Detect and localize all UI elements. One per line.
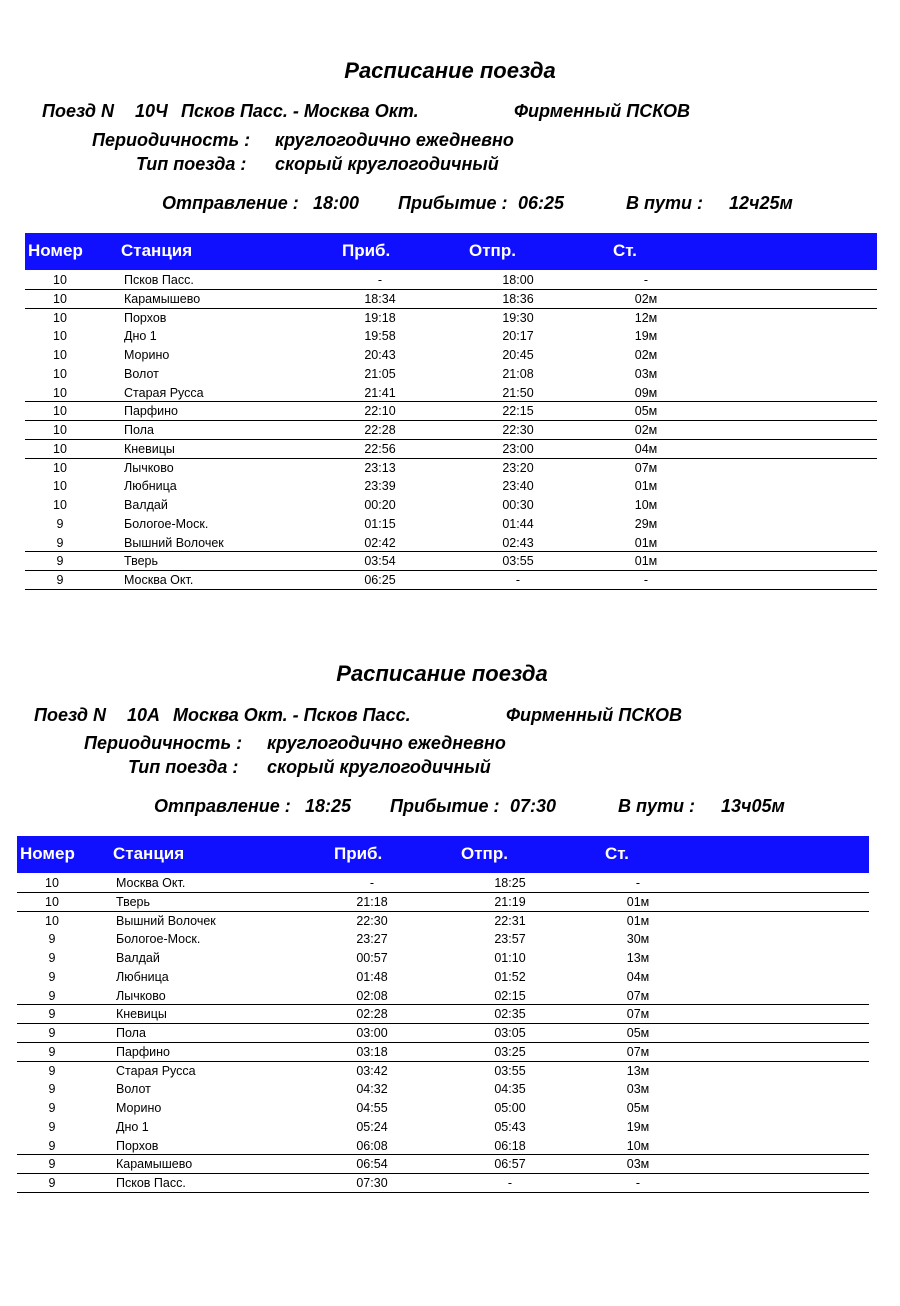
arrival-cell: 04:55 xyxy=(356,1101,388,1115)
departure-cell: 04:35 xyxy=(494,1082,526,1097)
departure-cell: 01:10 xyxy=(494,951,526,965)
station-cell: Вышний Волочек xyxy=(124,535,224,550)
train-number-cell: 9 xyxy=(48,1119,56,1134)
station-cell: Порхов xyxy=(124,310,167,325)
arrival-cell: 02:08 xyxy=(356,988,388,1003)
train-number-cell: 10 xyxy=(53,385,67,400)
stop-duration-cell: 05м xyxy=(626,1026,650,1040)
arrival-cell: 00:57 xyxy=(356,951,388,965)
stop-duration-cell: 05м xyxy=(634,404,658,419)
train-number-cell: 10 xyxy=(53,291,67,306)
arrival-cell: 03:54 xyxy=(364,554,396,569)
train-label: Поезд N xyxy=(42,101,115,121)
stop-duration-cell: - xyxy=(643,273,649,287)
departure-cell: 23:00 xyxy=(502,441,534,456)
arrival-cell: 06:54 xyxy=(356,1157,388,1172)
departure-cell: 21:19 xyxy=(494,894,526,909)
station-cell: Валдай xyxy=(124,498,168,512)
arrival-cell: 22:28 xyxy=(364,423,396,437)
train-number-cell: 10 xyxy=(45,913,59,928)
train-number-cell: 10 xyxy=(53,498,67,512)
stop-duration-cell: 07м xyxy=(626,1044,650,1059)
table-header xyxy=(25,233,877,270)
train-number-cell: 9 xyxy=(48,932,56,947)
arrival-cell: - xyxy=(369,876,375,890)
station-cell: Псков Пасс. xyxy=(124,273,194,287)
departure-cell: 21:08 xyxy=(502,366,534,381)
departure-cell: 02:35 xyxy=(494,1007,526,1022)
departure-cell: 02:15 xyxy=(494,988,526,1003)
arrival-cell: 01:15 xyxy=(364,516,396,531)
stop-duration-cell: - xyxy=(635,1176,641,1190)
stop-duration-cell: 01м xyxy=(626,913,650,928)
stop-duration-cell: 01м xyxy=(634,554,658,569)
train-number-cell: 9 xyxy=(48,969,56,984)
train-number-cell: 10 xyxy=(53,310,67,325)
train-number-cell: 9 xyxy=(48,1138,56,1153)
table-row xyxy=(25,346,877,365)
train-number: 10Ч xyxy=(135,101,168,121)
train-brand: Фирменный ПСКОВ xyxy=(514,101,691,121)
stop-duration-cell: 29м xyxy=(634,516,658,531)
arrival-cell: 19:58 xyxy=(364,329,396,344)
station-cell: Бологое-Моск. xyxy=(124,516,209,531)
train-type-label: Тип поезда : xyxy=(128,757,239,777)
arrival-label: Прибытие : xyxy=(398,193,508,213)
station-cell: Любница xyxy=(116,969,169,984)
departure-cell: 06:18 xyxy=(494,1138,526,1153)
col-departure: Отпр. xyxy=(461,844,508,863)
departure-value: 18:00 xyxy=(313,193,360,213)
table-row xyxy=(17,912,869,931)
arrival-value: 07:30 xyxy=(510,796,557,816)
table-row xyxy=(17,1099,869,1118)
stop-duration-cell: 19м xyxy=(634,329,658,344)
train-number-cell: 10 xyxy=(53,366,67,381)
table-row xyxy=(17,930,869,949)
station-cell: Старая Русса xyxy=(116,1063,196,1078)
station-cell: Лычково xyxy=(124,460,174,475)
arrival-value: 06:25 xyxy=(518,193,565,213)
train-type-label: Тип поезда : xyxy=(136,154,247,174)
train-number-cell: 10 xyxy=(53,460,67,475)
station-cell: Морино xyxy=(124,348,170,362)
schedule-table-body xyxy=(25,271,877,590)
stop-duration-cell: 13м xyxy=(626,1063,650,1078)
stop-duration-cell: 30м xyxy=(626,932,650,947)
col-station: Станция xyxy=(121,241,193,260)
departure-cell: 22:31 xyxy=(494,913,526,928)
station-cell: Карамышево xyxy=(124,291,201,306)
stop-duration-cell: 13м xyxy=(626,951,650,965)
train-number-cell: 9 xyxy=(48,951,56,965)
arrival-cell: 04:32 xyxy=(356,1082,388,1097)
departure-cell: 22:15 xyxy=(502,404,534,419)
departure-cell: 18:36 xyxy=(502,291,534,306)
arrival-cell: 22:10 xyxy=(364,404,396,419)
train-brand: Фирменный ПСКОВ xyxy=(506,705,683,725)
table-row xyxy=(17,987,869,1006)
arrival-cell: 03:18 xyxy=(356,1044,388,1059)
station-cell: Тверь xyxy=(124,554,159,569)
table-row xyxy=(25,421,877,440)
train-number-cell: 9 xyxy=(48,988,56,1003)
table-row xyxy=(17,1043,869,1062)
train-number-cell: 9 xyxy=(56,554,64,569)
departure-cell: 03:55 xyxy=(502,554,534,569)
train-number-cell: 10 xyxy=(53,329,67,344)
train-number: 10А xyxy=(127,705,161,725)
travel-time-value: 13ч05м xyxy=(721,796,785,816)
arrival-cell: 07:30 xyxy=(356,1176,388,1190)
train-number-cell: 9 xyxy=(48,1063,56,1078)
period-value: круглогодично ежедневно xyxy=(275,130,514,150)
arrival-cell: 02:28 xyxy=(356,1007,388,1022)
table-row xyxy=(17,968,869,987)
arrival-cell: 02:42 xyxy=(364,535,396,550)
stop-duration-cell: 03м xyxy=(626,1157,650,1172)
train-number-cell: 9 xyxy=(48,1082,56,1097)
col-departure: Отпр. xyxy=(469,241,516,260)
period-label: Периодичность : xyxy=(84,733,243,753)
station-cell: Москва Окт. xyxy=(116,876,186,890)
departure-cell: 01:52 xyxy=(494,969,526,984)
table-row xyxy=(17,1005,869,1024)
arrival-cell: 03:42 xyxy=(356,1063,388,1078)
table-row xyxy=(25,552,877,571)
train-number-cell: 10 xyxy=(53,348,67,362)
table-row xyxy=(25,271,877,290)
train-number-cell: 10 xyxy=(45,876,59,890)
departure-cell: 02:43 xyxy=(502,535,534,550)
travel-time-label: В пути : xyxy=(626,193,704,213)
station-cell: Вышний Волочек xyxy=(116,913,216,928)
table-row xyxy=(25,534,877,553)
train-number-cell: 10 xyxy=(53,404,67,419)
arrival-cell: 18:34 xyxy=(364,291,396,306)
train-number-cell: 9 xyxy=(56,535,64,550)
station-cell: Порхов xyxy=(116,1138,159,1153)
station-cell: Валдай xyxy=(116,951,160,965)
departure-cell: 03:05 xyxy=(494,1026,526,1040)
table-row xyxy=(17,1024,869,1043)
col-station: Станция xyxy=(113,844,185,863)
table-row xyxy=(17,1118,869,1137)
stop-duration-cell: 03м xyxy=(634,366,658,381)
departure-value: 18:25 xyxy=(305,796,352,816)
station-cell: Карамышево xyxy=(116,1157,193,1172)
arrival-cell: 21:18 xyxy=(356,894,388,909)
train-number-cell: 9 xyxy=(56,516,64,531)
stop-duration-cell: 02м xyxy=(634,423,658,437)
arrival-cell: 23:13 xyxy=(364,460,396,475)
period-label: Периодичность : xyxy=(92,130,251,150)
table-row xyxy=(25,309,877,328)
station-cell: Москва Окт. xyxy=(124,573,194,587)
departure-cell: 06:57 xyxy=(494,1157,526,1172)
table-row xyxy=(25,365,877,384)
stop-duration-cell: 09м xyxy=(634,385,658,400)
arrival-label: Прибытие : xyxy=(390,796,500,816)
stop-duration-cell: 03м xyxy=(626,1082,650,1097)
train-label: Поезд N xyxy=(34,705,107,725)
train-number-cell: 10 xyxy=(53,273,67,287)
train-number-cell: 9 xyxy=(48,1101,56,1115)
arrival-cell: 23:27 xyxy=(356,932,388,947)
schedule-table-body xyxy=(17,874,869,1193)
table-header xyxy=(17,836,869,873)
departure-cell: 05:00 xyxy=(494,1101,526,1115)
train-number-cell: 9 xyxy=(48,1026,56,1040)
table-row xyxy=(25,327,877,346)
station-cell: Кневицы xyxy=(116,1007,167,1022)
train-type-value: скорый круглогодичный xyxy=(267,757,491,777)
departure-label: Отправление : xyxy=(154,796,291,816)
stop-duration-cell: 01м xyxy=(634,535,658,550)
station-cell: Дно 1 xyxy=(116,1119,149,1134)
table-row xyxy=(17,1174,869,1193)
stop-duration-cell: 10м xyxy=(626,1138,650,1153)
train-number-cell: 10 xyxy=(45,894,59,909)
stop-duration-cell: 04м xyxy=(634,441,658,456)
stop-duration-cell: 05м xyxy=(626,1101,650,1115)
station-cell: Парфино xyxy=(124,404,179,419)
train-route: Москва Окт. - Псков Пасс. xyxy=(173,705,411,725)
arrival-cell: 01:48 xyxy=(356,969,388,984)
departure-cell: 18:25 xyxy=(494,876,526,890)
departure-cell: 23:40 xyxy=(502,479,534,494)
departure-cell: 23:57 xyxy=(494,932,526,947)
stop-duration-cell: - xyxy=(635,876,641,890)
departure-cell: 00:30 xyxy=(502,498,534,512)
arrival-cell: 19:18 xyxy=(364,310,396,325)
schedule-title: Расписание поезда xyxy=(344,58,556,83)
station-cell: Тверь xyxy=(116,894,151,909)
col-stop: Ст. xyxy=(613,241,637,260)
arrival-cell: - xyxy=(377,273,383,287)
departure-cell: 20:45 xyxy=(502,348,534,362)
arrival-cell: 22:30 xyxy=(356,913,388,928)
table-row xyxy=(25,290,877,309)
train-route: Псков Пасс. - Москва Окт. xyxy=(181,101,419,121)
station-cell: Пола xyxy=(124,423,154,437)
period-value: круглогодично ежедневно xyxy=(267,733,506,753)
departure-cell: 03:25 xyxy=(494,1044,526,1059)
station-cell: Старая Русса xyxy=(124,385,204,400)
train-number-cell: 9 xyxy=(48,1157,56,1172)
travel-time-value: 12ч25м xyxy=(729,193,793,213)
stop-duration-cell: 07м xyxy=(626,988,650,1003)
departure-cell: 03:55 xyxy=(494,1063,526,1078)
col-number: Номер xyxy=(28,241,83,260)
table-row xyxy=(25,515,877,534)
station-cell: Парфино xyxy=(116,1044,171,1059)
train-number-cell: 9 xyxy=(48,1044,56,1059)
station-cell: Бологое-Моск. xyxy=(116,932,201,947)
stop-duration-cell: 07м xyxy=(626,1007,650,1022)
arrival-cell: 06:25 xyxy=(364,573,396,587)
stop-duration-cell: 10м xyxy=(634,498,658,512)
train-number-cell: 10 xyxy=(53,441,67,456)
table-row xyxy=(17,874,869,893)
schedule-title: Расписание поезда xyxy=(336,661,548,686)
stop-duration-cell: 04м xyxy=(626,969,650,984)
stop-duration-cell: 01м xyxy=(626,894,650,909)
table-row xyxy=(25,384,877,403)
stop-duration-cell: 19м xyxy=(626,1119,650,1134)
arrival-cell: 03:00 xyxy=(356,1026,388,1040)
train-number-cell: 9 xyxy=(48,1007,56,1022)
station-cell: Дно 1 xyxy=(124,329,157,344)
station-cell: Лычково xyxy=(116,988,166,1003)
departure-cell: 20:17 xyxy=(502,329,534,344)
arrival-cell: 21:41 xyxy=(364,385,396,400)
train-number-cell: 10 xyxy=(53,423,67,437)
station-cell: Морино xyxy=(116,1101,162,1115)
station-cell: Пола xyxy=(116,1026,146,1040)
table-row xyxy=(25,402,877,421)
table-row xyxy=(17,1062,869,1081)
departure-cell: 05:43 xyxy=(494,1119,526,1134)
stop-duration-cell: 01м xyxy=(634,479,658,494)
departure-cell: 23:20 xyxy=(502,460,534,475)
table-row xyxy=(17,1155,869,1174)
arrival-cell: 00:20 xyxy=(364,498,396,512)
arrival-cell: 21:05 xyxy=(364,366,396,381)
arrival-cell: 06:08 xyxy=(356,1138,388,1153)
arrival-cell: 23:39 xyxy=(364,479,396,494)
departure-cell: - xyxy=(515,573,521,587)
train-number-cell: 9 xyxy=(56,573,64,587)
train-number-cell: 10 xyxy=(53,479,67,494)
stop-duration-cell: 07м xyxy=(634,460,658,475)
departure-cell: 21:50 xyxy=(502,385,534,400)
table-row xyxy=(25,571,877,590)
departure-label: Отправление : xyxy=(162,193,299,213)
stop-duration-cell: - xyxy=(643,573,649,587)
col-number: Номер xyxy=(20,844,75,863)
stop-duration-cell: 12м xyxy=(634,310,658,325)
arrival-cell: 20:43 xyxy=(364,348,396,362)
table-row xyxy=(17,949,869,968)
departure-cell: 22:30 xyxy=(502,423,534,437)
station-cell: Волот xyxy=(116,1082,151,1097)
departure-cell: 01:44 xyxy=(502,516,534,531)
arrival-cell: 22:56 xyxy=(364,441,396,456)
station-cell: Кневицы xyxy=(124,441,175,456)
table-row xyxy=(25,459,877,478)
col-stop: Ст. xyxy=(605,844,629,863)
table-row xyxy=(17,1080,869,1099)
table-row xyxy=(17,1137,869,1156)
departure-cell: - xyxy=(507,1176,513,1190)
station-cell: Волот xyxy=(124,366,159,381)
travel-time-label: В пути : xyxy=(618,796,696,816)
table-row xyxy=(25,477,877,496)
train-type-value: скорый круглогодичный xyxy=(275,154,499,174)
table-row xyxy=(17,893,869,912)
col-arrival: Приб. xyxy=(334,844,383,863)
station-cell: Псков Пасс. xyxy=(116,1176,186,1190)
departure-cell: 19:30 xyxy=(502,310,534,325)
col-arrival: Приб. xyxy=(342,241,391,260)
table-row xyxy=(25,496,877,515)
departure-cell: 18:00 xyxy=(502,273,534,287)
stop-duration-cell: 02м xyxy=(634,348,658,362)
table-row xyxy=(25,440,877,459)
train-number-cell: 9 xyxy=(48,1176,56,1190)
station-cell: Любница xyxy=(124,479,177,494)
stop-duration-cell: 02м xyxy=(634,291,658,306)
arrival-cell: 05:24 xyxy=(356,1119,388,1134)
